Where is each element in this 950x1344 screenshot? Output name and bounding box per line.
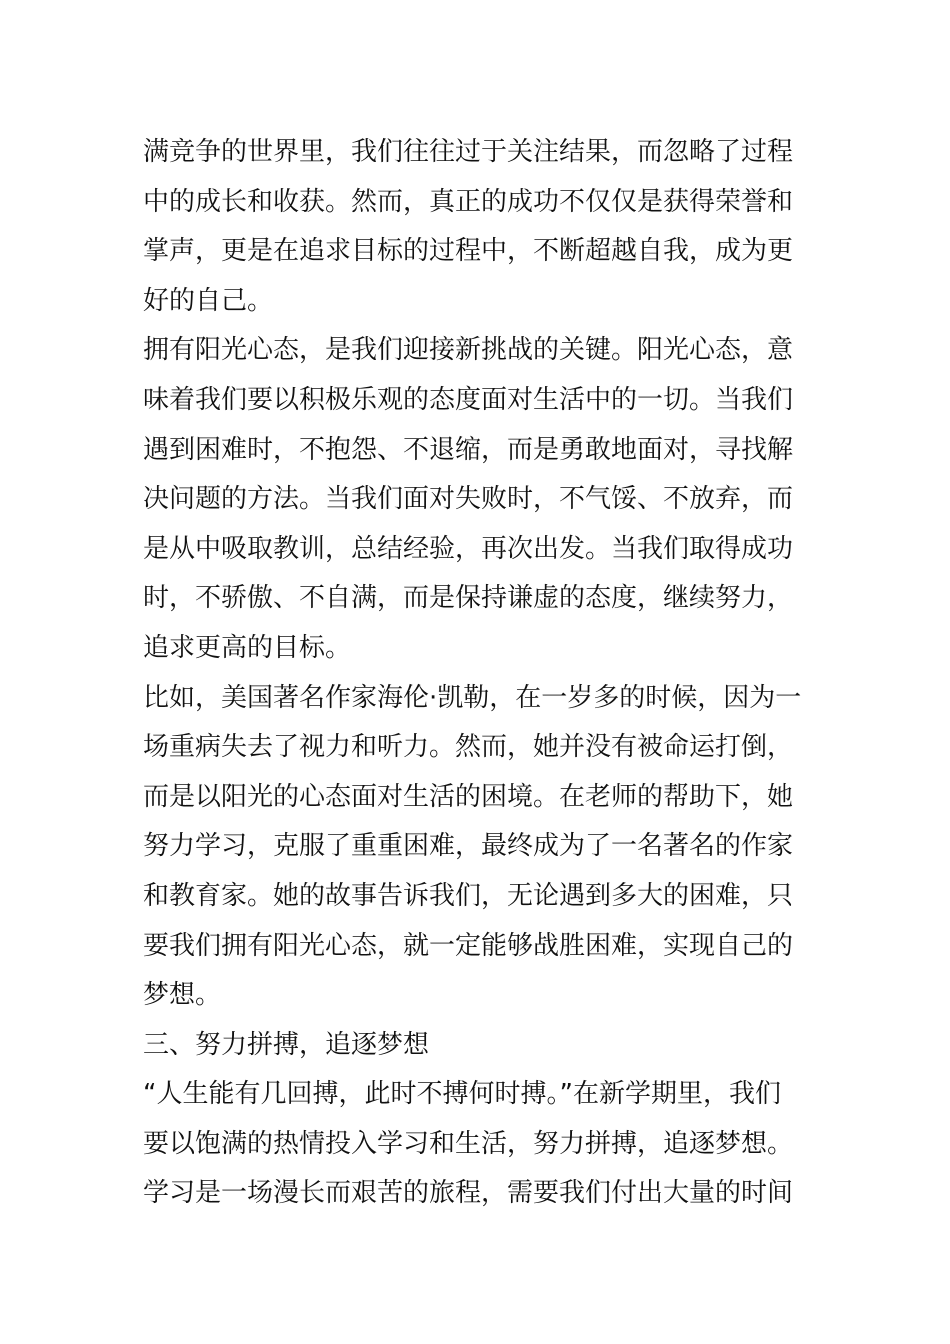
text-line: 场重病失去了视力和听力。然而，她并没有被命运打倒， <box>143 732 794 763</box>
text-line: 掌声，更是在追求目标的过程中，不断超越自我，成为更 <box>143 236 794 267</box>
body-text <box>143 128 823 1219</box>
text-line: 要我们拥有阳光心态，就一定能够战胜困难，实现自己的 <box>143 930 794 961</box>
text-line: 梦想。 <box>143 980 222 1011</box>
text-line: “人生能有几回搏，此时不搏何时搏。”在新学期里，我们 <box>143 1079 781 1110</box>
text-line: 中的成长和收获。然而，真正的成功不仅仅是获得荣誉和 <box>143 186 794 217</box>
section-heading: 三、努力拼搏，追逐梦想 <box>143 1029 430 1060</box>
text-line: 要以饱满的热情投入学习和生活，努力拼搏，追逐梦想。 <box>143 1128 794 1159</box>
text-line: 好的自己。 <box>143 285 274 316</box>
text-line: 满竞争的世界里，我们往往过于关注结果，而忽略了过程 <box>143 137 794 167</box>
text-line: 和教育家。她的故事告诉我们，无论遇到多大的困难，只 <box>143 880 794 911</box>
text-line: 努力学习，克服了重重困难，最终成为了一名著名的作家 <box>143 831 794 862</box>
text-line: 遇到困难时，不抱怨、不退缩，而是勇敢地面对，寻找解 <box>143 434 794 465</box>
text-line: 追求更高的目标。 <box>143 632 352 663</box>
text-line: 是从中吸取教训，总结经验，再次出发。当我们取得成功 <box>143 533 794 564</box>
text-line: 决问题的方法。当我们面对失败时，不气馁、不放弃，而 <box>143 484 794 515</box>
text-line: 而是以阳光的心态面对生活的困境。在老师的帮助下，她 <box>143 781 794 812</box>
text-line: 时，不骄傲、不自满，而是保持谦虚的态度，继续努力， <box>143 583 794 614</box>
text-line: 比如，美国著名作家海伦·凯勒，在一岁多的时候，因为一 <box>143 682 802 713</box>
text-line: 学习是一场漫长而艰苦的旅程，需要我们付出大量的时间 <box>143 1178 794 1209</box>
text-line: 味着我们要以积极乐观的态度面对生活中的一切。当我们 <box>143 384 794 415</box>
text-line: 拥有阳光心态，是我们迎接新挑战的关键。阳光心态，意 <box>143 335 794 366</box>
